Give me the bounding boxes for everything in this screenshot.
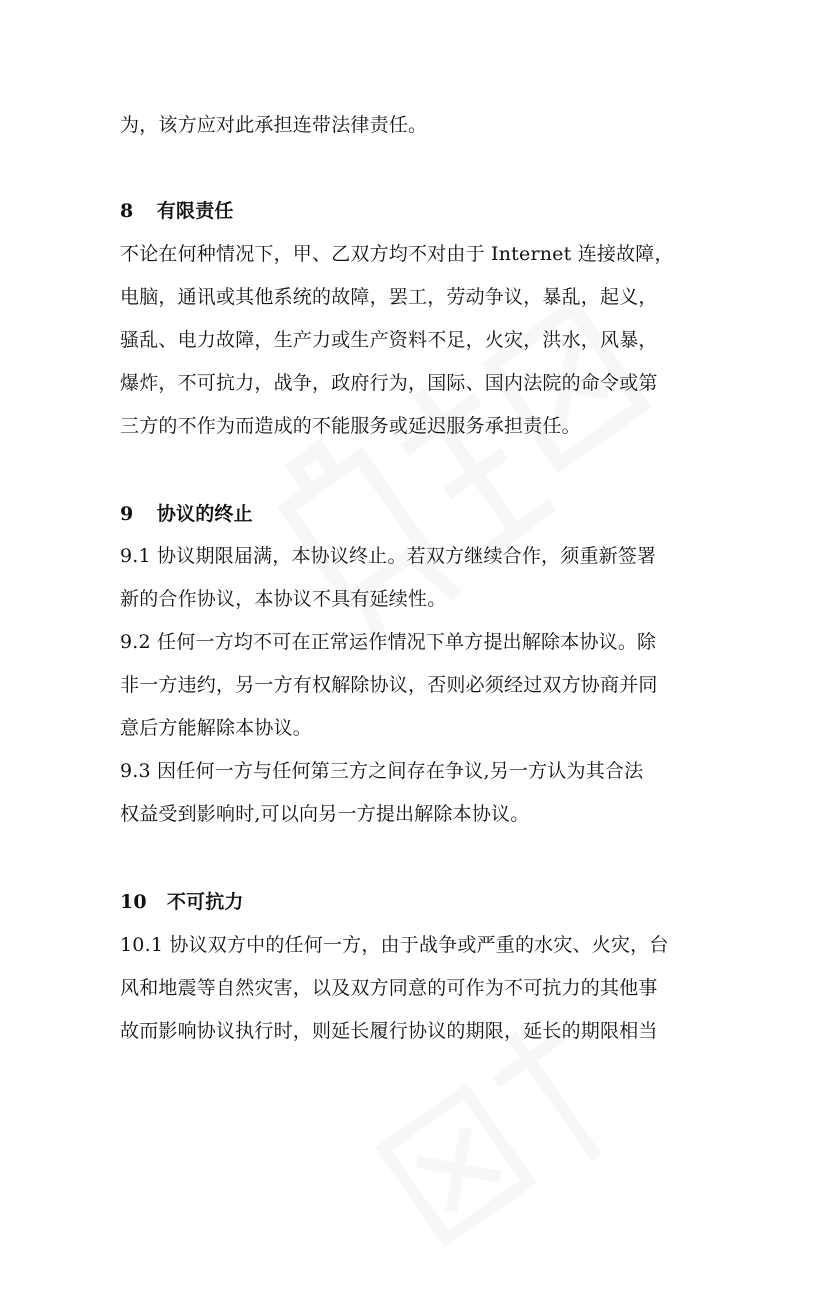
body-text-line: 9.2 任何一方均不可在正常运作情况下单方提出解除本协议。除 bbox=[120, 631, 657, 653]
section-title: 有限责任 bbox=[156, 200, 234, 222]
body-text-line: 不论在何种情况下，甲、乙双方均不对由于 Internet 连接故障， bbox=[120, 243, 674, 265]
body-text-line: 9.3 因任何一方与任何第三方之间存在争议,另一方认为其合法 bbox=[120, 760, 644, 782]
section-heading bbox=[120, 502, 253, 526]
section-title: 协议的终止 bbox=[156, 503, 253, 525]
body-text-line: 意后方能解除本协议。 bbox=[120, 717, 313, 739]
body-text-line: 为，该方应对此承担连带法律责任。 bbox=[120, 114, 428, 136]
section-title: 不可抗力 bbox=[166, 891, 244, 913]
body-text-line: 非一方违约，另一方有权解除协议，否则必须经过双方协商并同 bbox=[120, 674, 658, 696]
body-text-line: 骚乱、电力故障，生产力或生产资料不足，火灾，洪水，风暴， bbox=[120, 329, 658, 351]
body-text-line: 故而影响协议执行时，则延长履行协议的期限，延长的期限相当 bbox=[120, 1020, 658, 1042]
body-text-line: 10.1 协议双方中的任何一方，由于战争或严重的水灾、火灾，台 bbox=[120, 934, 669, 956]
section-number: 9 bbox=[120, 503, 134, 525]
section-heading bbox=[120, 890, 244, 914]
body-text-line: 9.1 协议期限届满，本协议终止。若双方继续合作，须重新签署 bbox=[120, 545, 657, 567]
section-number: 8 bbox=[120, 200, 134, 222]
body-text-line: 风和地震等自然灾害，以及双方同意的可作为不可抗力的其他事 bbox=[120, 977, 658, 999]
body-text-line: 新的合作协议，本协议不具有延续性。 bbox=[120, 588, 447, 610]
body-text-line: 三方的不作为而造成的不能服务或延迟服务承担责任。 bbox=[120, 415, 581, 437]
watermark-logo-lower bbox=[300, 962, 660, 1298]
body-text-line: 爆炸，不可抗力，战争，政府行为，国际、国内法院的命令或第 bbox=[120, 372, 658, 394]
body-text-line: 权益受到影响时,可以向另一方提出解除本协议。 bbox=[120, 803, 530, 825]
body-text-line: 电脑，通讯或其他系统的故障，罢工，劳动争议，暴乱，起义， bbox=[120, 286, 658, 308]
section-heading bbox=[120, 199, 234, 223]
section-number: 10 bbox=[120, 891, 147, 913]
